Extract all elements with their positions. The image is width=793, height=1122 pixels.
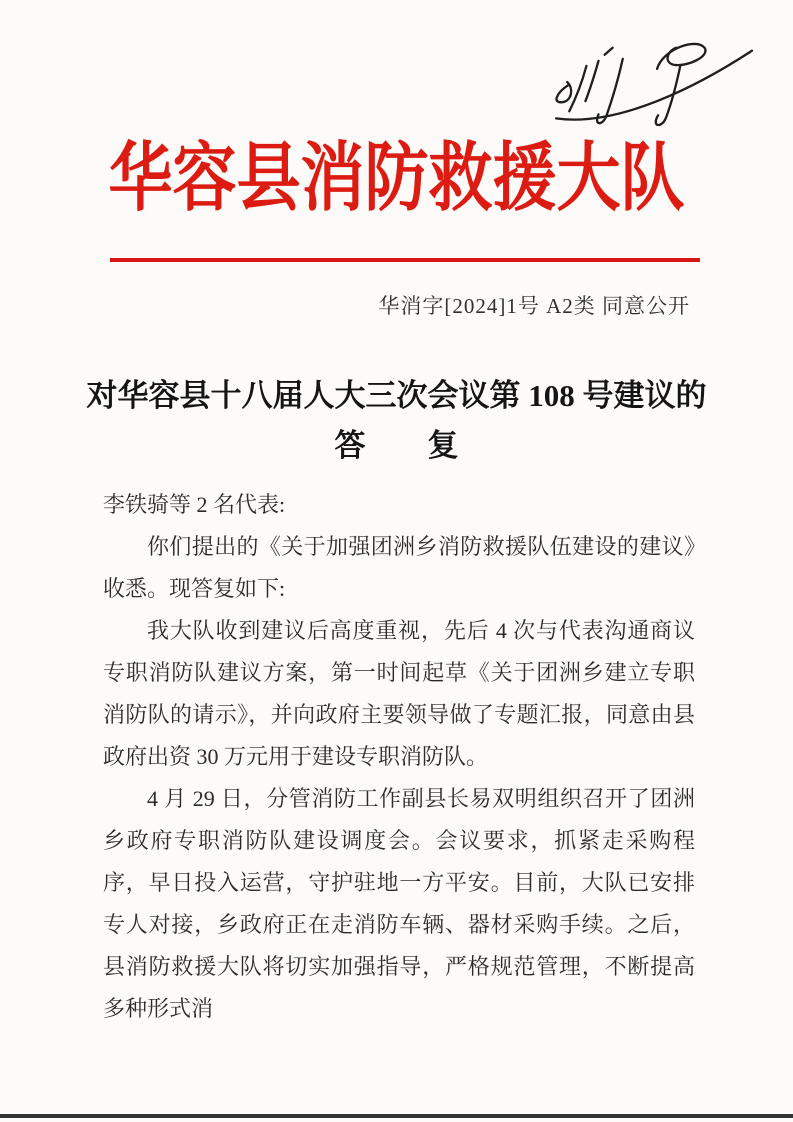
- scan-bottom-edge: [0, 1114, 793, 1118]
- body-paragraph-3: 4 月 29 日，分管消防工作副县长易双明组织召开了团洲乡政府专职消防队建设调度会。会议要求，抓紧走采购程序，早日投入运营，守护驻地一方平安。目前，大队已安排专人对接，乡政府正在走消防车辆、器材采购手续。之后，县消防救援大队将切实加强指导，严格规范管理，不断提高多种形式消: [103, 786, 695, 1021]
- document-title-line2: 答 复: [334, 428, 459, 463]
- document-body: [103, 484, 695, 1030]
- signature-stroke: [657, 44, 705, 69]
- signature-stroke: [556, 82, 571, 102]
- signature-stroke: [605, 48, 613, 55]
- salutation: 李铁骑等 2 名代表:: [103, 492, 286, 517]
- body-paragraph-2: 我大队收到建议后高度重视，先后 4 次与代表沟通商议专职消防队建议方案，第一时间起草《关于团洲乡建立专职消防队的请示》，并向政府主要领导做了专题汇报，同意由县政府出资 30 万元用于建设专职消防队。: [103, 618, 695, 769]
- letterhead-divider-line: [110, 258, 700, 262]
- letterhead-org-name: 华容县消防救援大队: [108, 136, 685, 220]
- signature-stroke: [556, 51, 752, 120]
- signature-stroke: [585, 61, 598, 101]
- body-paragraph-1: 你们提出的《关于加强团洲乡消防救援队伍建设的建议》收悉。现答复如下:: [103, 534, 695, 601]
- document-title-line1: 对华容县十八届人大三次会议第 108 号建议的: [86, 378, 707, 413]
- document-number: 华消字[2024]1号 A2类 同意公开: [378, 294, 690, 318]
- document-title: [0, 375, 793, 467]
- handwritten-signature: [538, 32, 762, 126]
